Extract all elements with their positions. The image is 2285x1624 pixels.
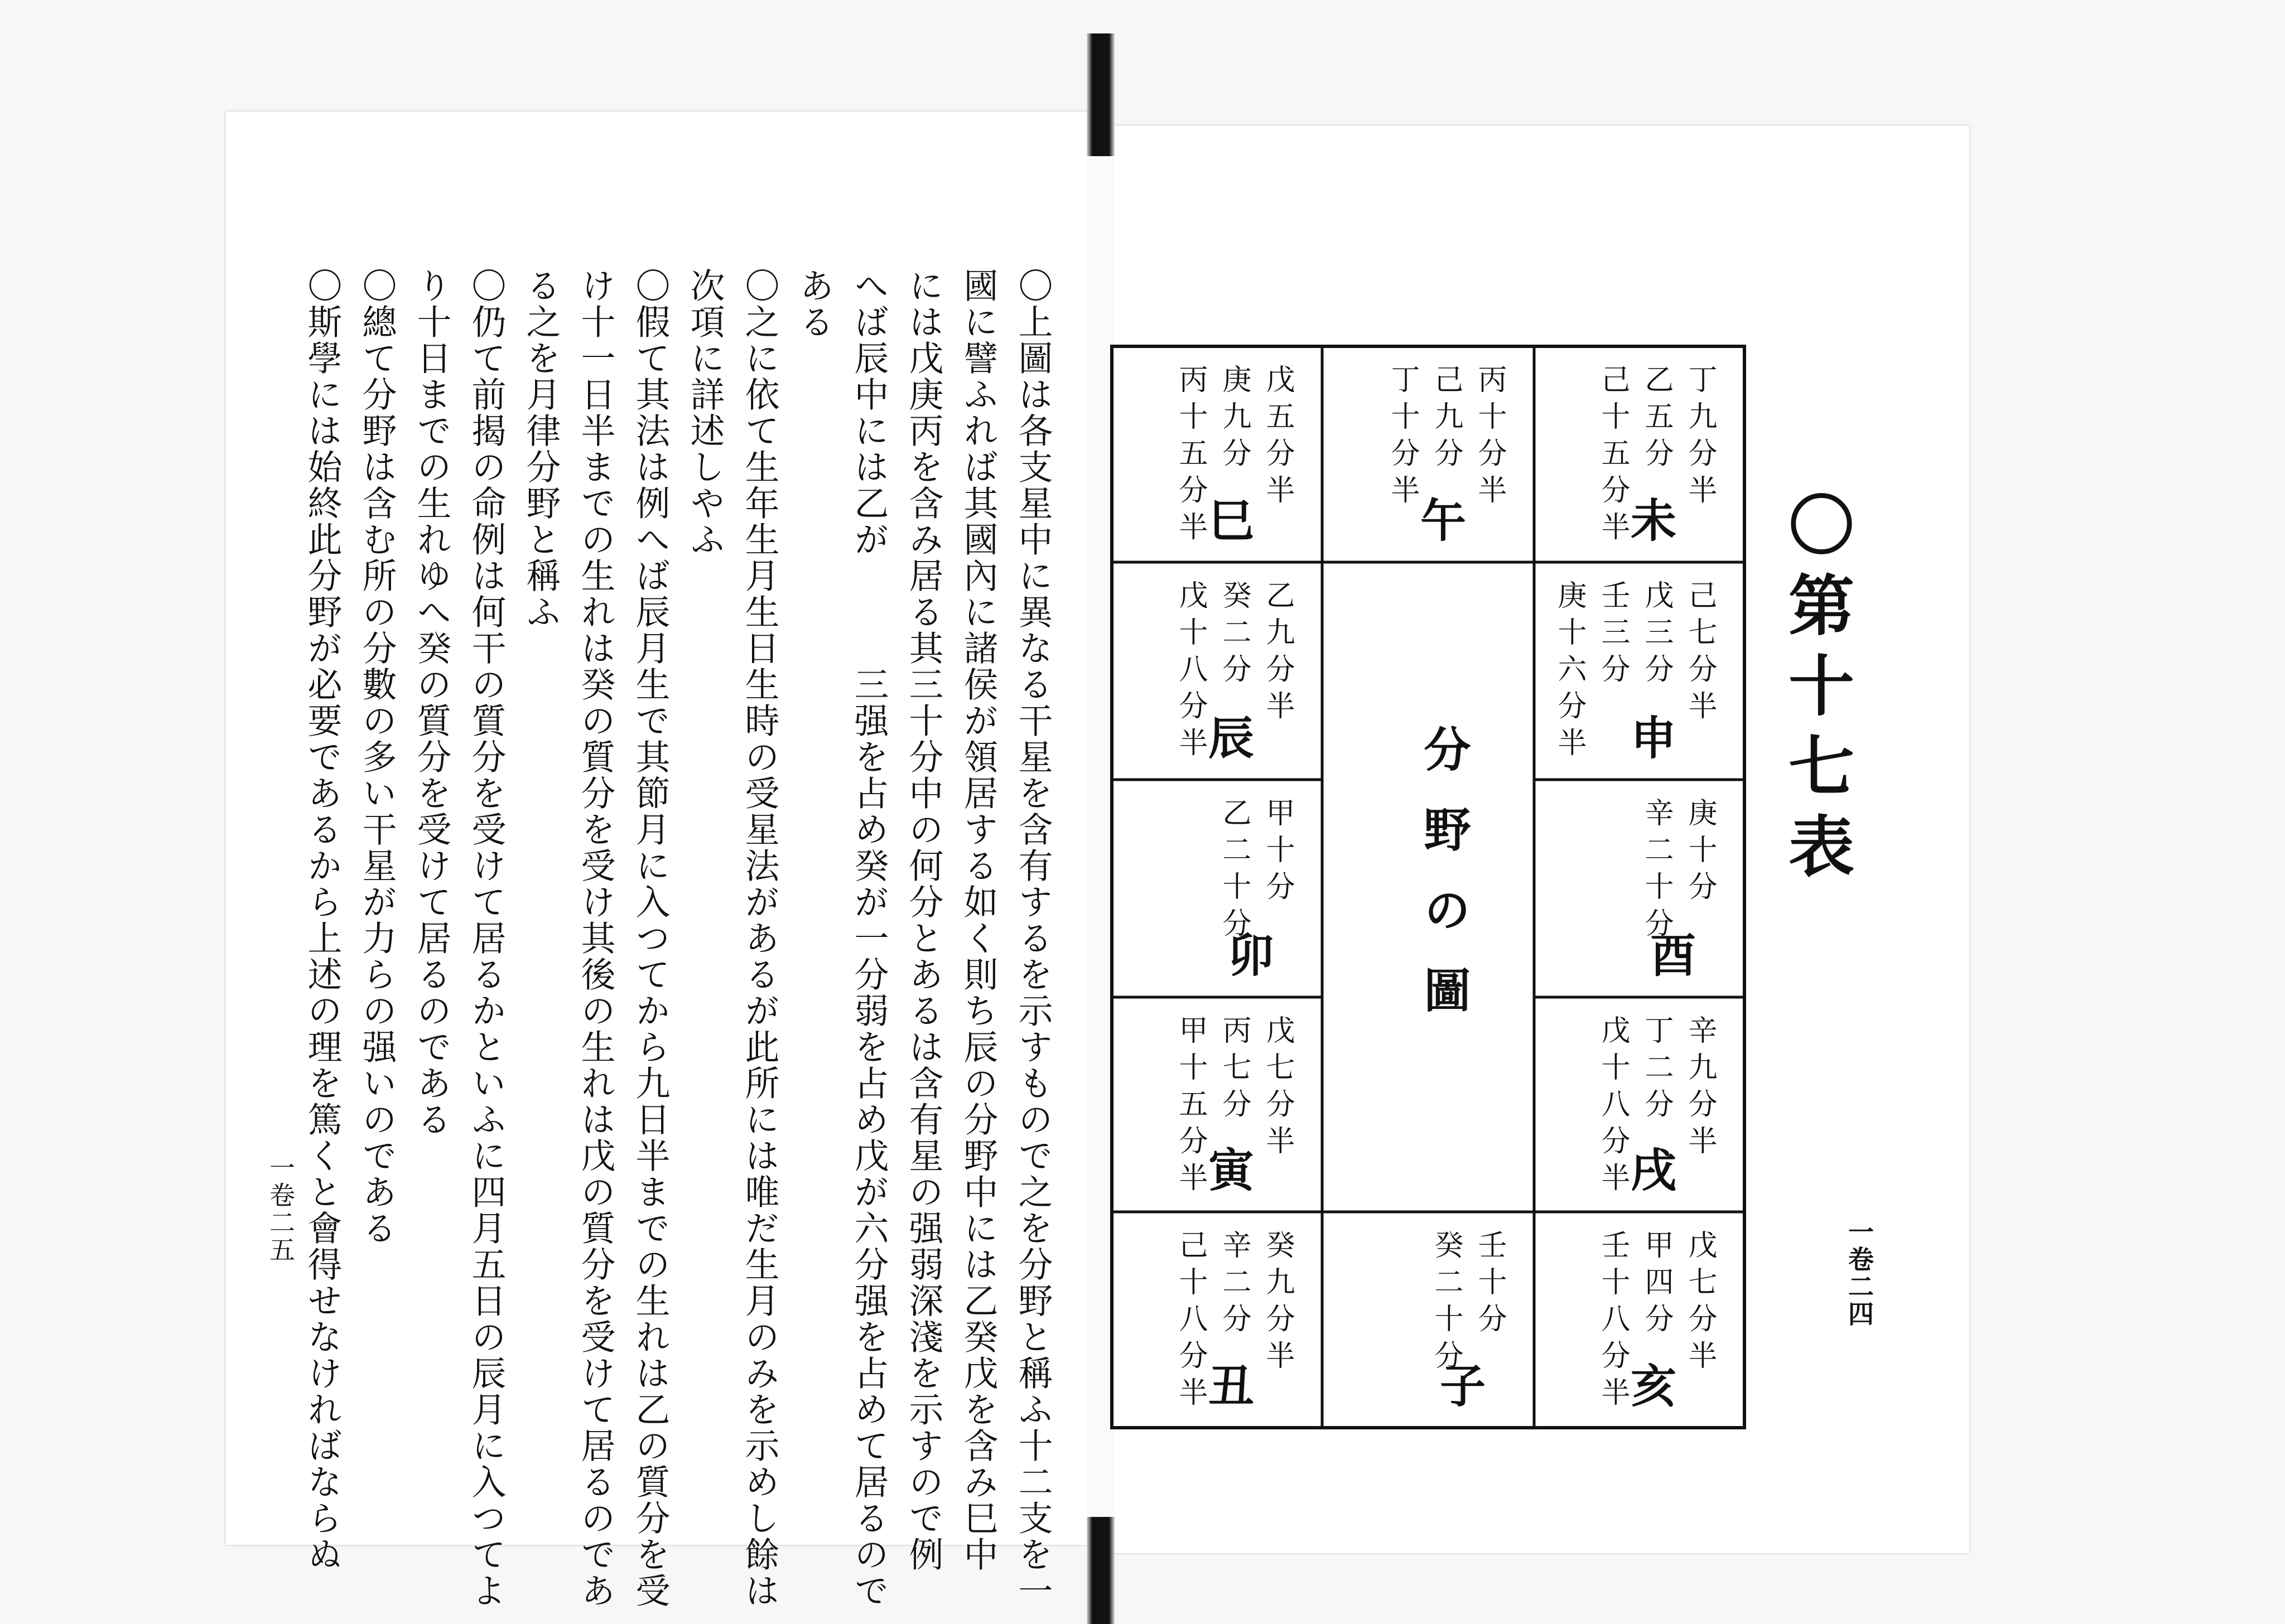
earthly-branch-label: 辰 <box>1208 712 1255 765</box>
division-entry: 甲十分 <box>1261 798 1294 908</box>
division-entry: 戊十八分半 <box>1596 1015 1630 1199</box>
text-column: 〇假て其法は例へば辰月生で其節月に入つてから九日半までの生れは乙の質分を受 <box>630 268 671 1609</box>
division-entry: 辛九分半 <box>1683 1015 1717 1162</box>
division-entry: 辛二十分 <box>1640 798 1673 945</box>
division-entry: 戊七分半 <box>1261 1015 1294 1162</box>
division-entry: 戊三分 <box>1640 580 1673 690</box>
earthly-branch-label: 寅 <box>1208 1144 1255 1197</box>
earthly-branch-label: 午 <box>1420 494 1467 548</box>
text-column: 〇仍て前揭の命例は何干の質分を受けて居るかといふに四月五日の辰月に入つてよ <box>466 268 507 1609</box>
right-page-number: 一卷二四 <box>1844 1219 1874 1328</box>
division-entry: 癸二分 <box>1217 580 1251 690</box>
text-column: 〇之に依て生年生月生日生時の受星法があるが此所には唯だ生月のみを示めし餘は <box>739 268 780 1609</box>
left-page-number: 一卷二五 <box>266 1154 296 1264</box>
division-entry: 戊五分半 <box>1261 364 1294 511</box>
earthly-branch-label: 子 <box>1440 1360 1486 1413</box>
division-entry: 丙十分半 <box>1473 364 1506 511</box>
division-entry: 壬三分 <box>1596 580 1630 690</box>
text-column: 國に譬ふれば其國內に諸侯が領居する如く則ち辰の分野中には乙癸戊を含み巳中 <box>958 268 999 1573</box>
division-entry: 丙十五分半 <box>1174 364 1207 548</box>
division-entry: 乙九分半 <box>1261 580 1294 727</box>
division-entry: 壬十分 <box>1473 1230 1506 1340</box>
earthly-branch-label: 丑 <box>1208 1360 1255 1413</box>
division-entry: 庚十六分半 <box>1553 580 1586 764</box>
division-entry: 庚九分 <box>1217 364 1251 475</box>
text-column: へば辰中には乙が 三强を占め癸が一分弱を占め戊が六分强を占めて居るので <box>849 268 889 1609</box>
division-entry: 己九分 <box>1429 364 1463 475</box>
earthly-branch-label: 卯 <box>1228 929 1274 983</box>
text-column: ある <box>794 268 835 340</box>
earthly-branch-label: 申 <box>1631 712 1677 765</box>
division-entry: 乙二十分 <box>1217 798 1251 945</box>
text-column: け十一日半までの生れは癸の質分を受け其後の生れは戊の質分を受けて居るのであ <box>575 268 616 1609</box>
earthly-branch-label: 酉 <box>1650 929 1696 983</box>
division-entry: 乙五分 <box>1640 364 1673 475</box>
table-title: 〇第十七表 <box>1777 491 1855 892</box>
division-entry: 己七分半 <box>1683 580 1717 727</box>
division-entry: 壬十八分半 <box>1596 1230 1630 1414</box>
text-column: 〇上圖は各支星中に異なる干星を含有するを示すもので之を分野と稱ふ十二支を一 <box>1013 268 1053 1609</box>
division-entry: 己十八分半 <box>1174 1230 1207 1414</box>
division-entry: 辛二分 <box>1217 1230 1251 1340</box>
division-entry: 丁九分半 <box>1683 364 1717 511</box>
division-entry: 甲四分 <box>1640 1230 1673 1340</box>
text-column: る之を月律分野と稱ふ <box>520 268 561 630</box>
text-column: 〇總て分野は含む所の分數の多い干星が力らの强いのである <box>356 268 397 1246</box>
division-entry: 戊十八分半 <box>1174 580 1207 764</box>
division-entry: 己十五分半 <box>1596 364 1630 548</box>
earthly-branch-label: 戌 <box>1631 1144 1677 1197</box>
division-entry: 戊七分半 <box>1683 1230 1717 1377</box>
text-column: 次項に詳述しやふ <box>684 268 725 558</box>
earthly-branch-label: 未 <box>1631 494 1677 548</box>
division-entry: 癸九分半 <box>1261 1230 1294 1377</box>
text-column: り十日までの生れゆへ癸の質分を受けて居るのである <box>411 268 452 1138</box>
division-entry: 丁二分 <box>1640 1015 1673 1125</box>
earthly-branch-label: 亥 <box>1631 1360 1677 1413</box>
division-entry: 丁十分半 <box>1386 364 1419 511</box>
division-entry: 癸二十分 <box>1429 1230 1463 1377</box>
division-entry: 甲十五分半 <box>1174 1015 1207 1199</box>
text-column: には戊庚丙を含み居る其三十分中の何分とあるは含有星の强弱深淺を示すので例 <box>903 268 944 1573</box>
table-center-title: 分野の圖 <box>1416 725 1472 1046</box>
division-entry: 庚十分 <box>1683 798 1717 908</box>
division-entry: 丙七分 <box>1217 1015 1251 1125</box>
text-column: 〇斯學には始終此分野が必要であるから上述の理を篤くと會得せなければならぬ <box>302 268 343 1573</box>
earthly-branch-label: 巳 <box>1208 494 1255 548</box>
